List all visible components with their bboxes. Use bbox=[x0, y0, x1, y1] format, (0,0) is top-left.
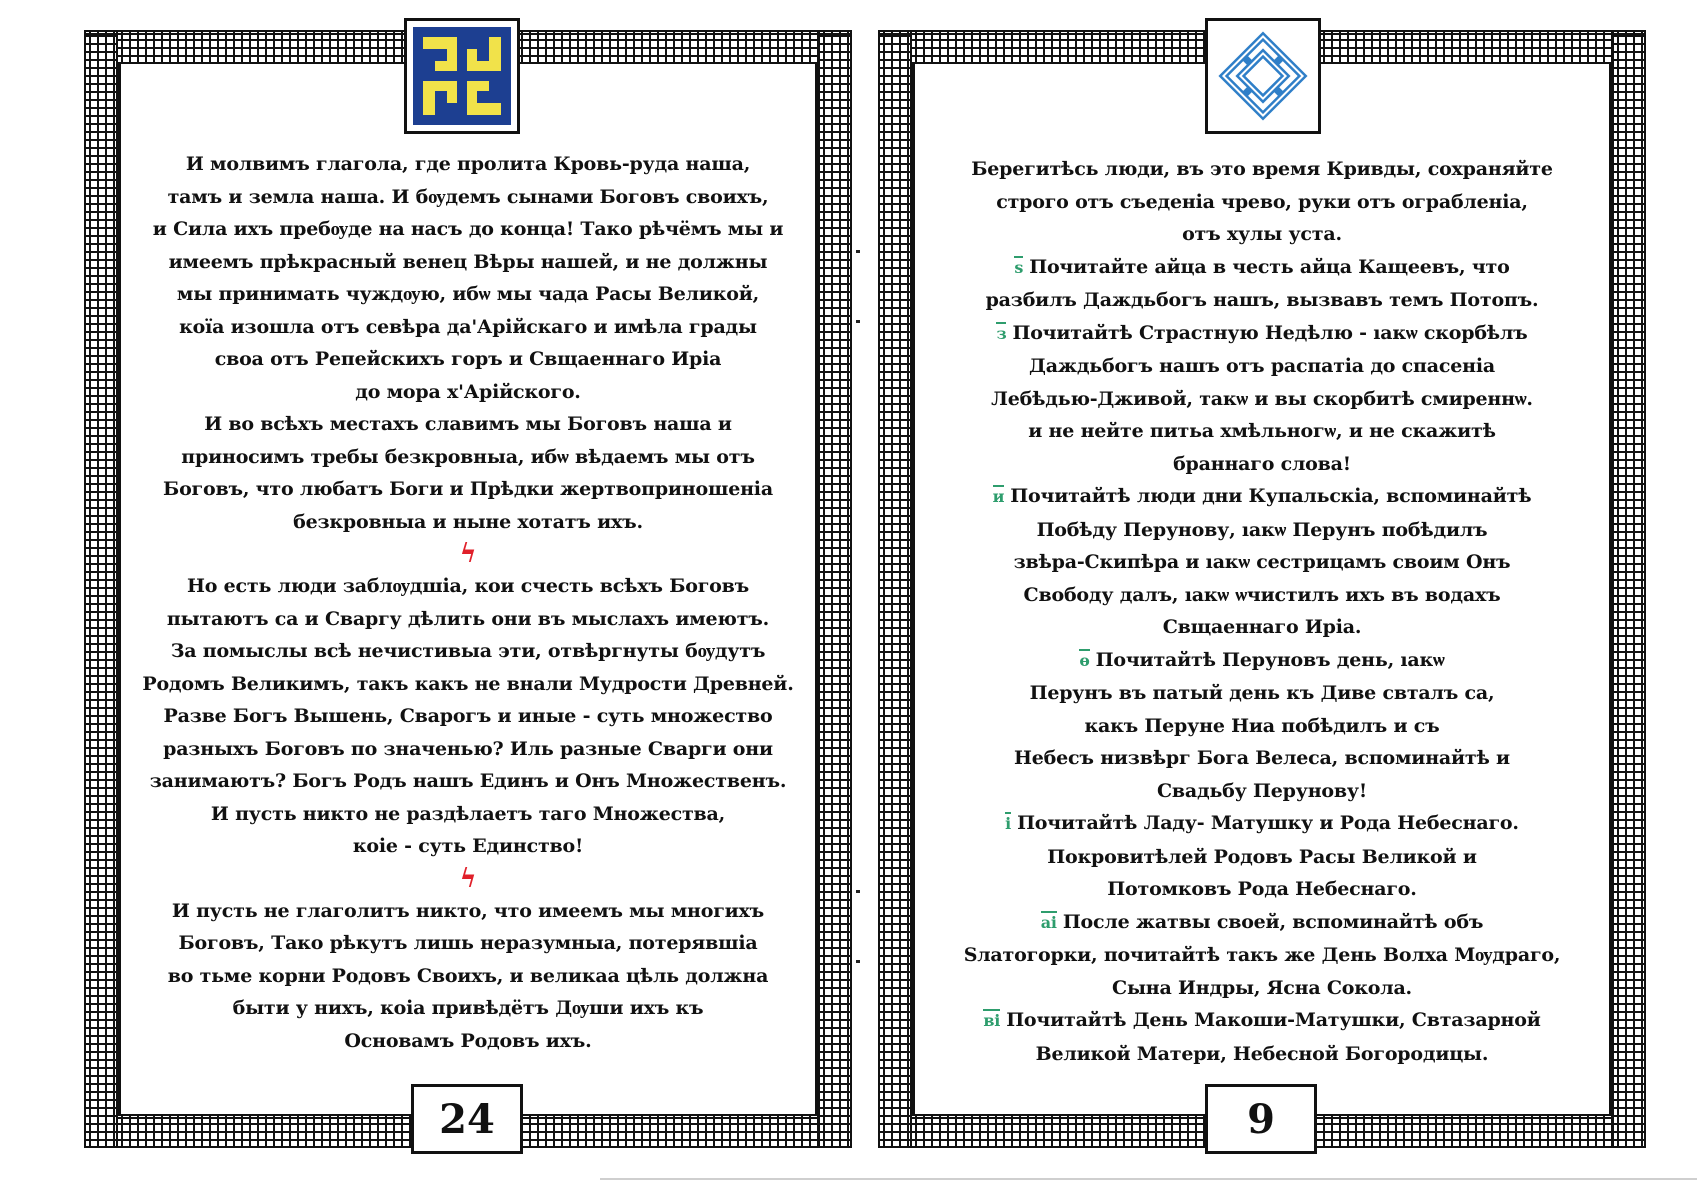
text-line-content: Небесъ низвѣрг Бога Велеса, вспоминайтѣ и bbox=[1014, 747, 1510, 769]
text-line-content: Ѕлатогорки, почитайтѣ такъ же День Волха Мѹдраго, bbox=[963, 944, 1561, 966]
text-line: своа отъ Репейскихъ горъ и Свщаеннаго Иріа bbox=[214, 348, 722, 370]
text-line: тамъ и земла наша. И бѹдемъ сынами Боговъ своихъ, bbox=[167, 185, 769, 208]
right-page-text bbox=[918, 153, 1606, 1070]
text-line-content: Почитайтѣ Ладу- Матушку и Рода Небеснаго. bbox=[1017, 812, 1519, 834]
text-line: пытаютъ са и Сваргу дѣлить они въ мыслахъ имеютъ. bbox=[166, 607, 770, 630]
valkyrie-knot-emblem-icon bbox=[1205, 18, 1321, 134]
text-line: и Сила ихъ пребѹде на насъ до конца! Тако рѣчёмъ мы и bbox=[152, 218, 784, 240]
text-line: коїа изошла отъ севѣра да'Арійскаго и имѣла грады bbox=[179, 315, 757, 338]
text-line: За помыслы всѣ нечистивыа эти, отвѣргнуты бѹдутъ bbox=[170, 640, 766, 662]
text-line-content: Почитайтѣ Страстную Недѣлю - ıакѡ скорбѣлъ bbox=[1012, 321, 1528, 344]
text-line-content: Перунъ въ патый день къ Диве свталъ са, bbox=[1029, 682, 1495, 704]
text-line bbox=[918, 317, 1606, 351]
text-line bbox=[918, 677, 1606, 710]
text-line bbox=[918, 742, 1606, 775]
text-line-content: Даждьбогъ нашъ отъ распатіа до спасеніа bbox=[1029, 355, 1495, 377]
text-line bbox=[918, 906, 1606, 940]
text-line-content: Великой Матери, Небесной Богородицы. bbox=[1035, 1042, 1489, 1065]
text-line bbox=[918, 415, 1606, 448]
text-line bbox=[918, 1004, 1606, 1038]
text-line: И молвимъ глагола, где пролита Кровь-руда наша, bbox=[185, 153, 751, 175]
text-line bbox=[918, 514, 1606, 547]
text-line-content: Почитайтѣ День Макоши-Матушки, Свтазарной bbox=[1006, 1009, 1541, 1031]
text-line: быти у нихъ, коіа привѣдётъ Дѹши ихъ къ bbox=[232, 997, 704, 1019]
text-line: Боговъ, что любатъ Боги и Прѣдки жертвоприношеніа bbox=[163, 478, 773, 500]
text-line bbox=[918, 775, 1606, 808]
text-line bbox=[918, 939, 1606, 972]
text-line: занимаютъ? Богъ Родъ нашъ Единъ и Онъ Множественъ. bbox=[149, 770, 787, 792]
ornamental-border-right bbox=[818, 30, 852, 1148]
text-line bbox=[918, 579, 1606, 612]
text-line: разныхъ Боговъ по значенью? Иль разные Сварги они bbox=[163, 737, 773, 760]
text-line bbox=[918, 710, 1606, 743]
text-line: приносимъ требы безкровныа, ибѡ вѣдаемъ мы отъ bbox=[181, 445, 755, 468]
text-line-content: строго отъ съеденіа чрево, руки отъ ограбленіа, bbox=[996, 190, 1528, 213]
text-line bbox=[918, 841, 1606, 874]
text-line bbox=[918, 448, 1606, 481]
sowilo-rune-divider-icon: ϟ bbox=[459, 863, 477, 894]
text-line-content: звѣра-Скипѣра и ıакѡ сестрицамъ своим Онъ bbox=[1013, 551, 1511, 573]
text-line bbox=[918, 807, 1606, 841]
verse-numeral: ѳ bbox=[1079, 650, 1090, 670]
text-line-content: Потомковъ Рода Небеснаго. bbox=[1107, 878, 1417, 900]
verse-numeral: з bbox=[996, 323, 1007, 343]
text-line-content: Свободу далъ, ıакѡ ѡчистилъ ихъ въ водахъ bbox=[1023, 583, 1501, 606]
text-line: до мора х'Арійского. bbox=[355, 380, 581, 403]
text-line-content: разбилъ Даждьбогъ нашъ, вызвавъ темъ Потопъ. bbox=[985, 289, 1539, 311]
text-line-content: Почитайтѣ Перуновъ день, ıакѡ bbox=[1095, 648, 1445, 671]
page-number: 24 bbox=[411, 1084, 523, 1154]
text-line-content: Почитайте айца в честь айца Кащеевъ, что bbox=[1029, 255, 1510, 278]
scan-edge-line bbox=[600, 1178, 1697, 1180]
gutter-mark bbox=[856, 250, 860, 253]
text-line bbox=[918, 350, 1606, 383]
page-number: 9 bbox=[1205, 1084, 1317, 1154]
text-line-content: отъ хулы уста. bbox=[1182, 223, 1342, 245]
text-line-content: браннаго слова! bbox=[1173, 452, 1351, 475]
text-line: Основамъ Родовъ ихъ. bbox=[344, 1029, 592, 1052]
left-page-text bbox=[124, 148, 812, 1057]
gutter-mark bbox=[856, 890, 860, 893]
text-line bbox=[918, 251, 1606, 285]
text-line-content: После жатвы своей, вспоминайтѣ объ bbox=[1062, 910, 1484, 933]
text-line-content: и не нейте питьа хмѣльногѡ, и не скажитѣ bbox=[1028, 420, 1496, 442]
text-line-content: Свщаеннаго Иріа. bbox=[1162, 616, 1362, 638]
text-line: Разве Богъ Вышень, Сварогъ и иные - суть множество bbox=[163, 705, 773, 727]
swastika-knot-emblem-icon bbox=[404, 18, 520, 134]
verse-numeral: ві bbox=[983, 1011, 1001, 1030]
sowilo-rune-divider-icon: ϟ bbox=[459, 539, 477, 569]
text-line: имеемъ прѣкрасный венец Вѣры нашей, и не должны bbox=[168, 250, 768, 273]
text-line bbox=[918, 972, 1606, 1005]
text-line bbox=[918, 284, 1606, 317]
verse-numeral: і bbox=[1005, 814, 1012, 833]
text-line-content: какъ Перуне Ниа побѣдилъ и съ bbox=[1084, 714, 1440, 737]
verse-numeral: ѕ bbox=[1014, 257, 1024, 277]
text-line: коіе - суть Единство! bbox=[352, 835, 584, 857]
text-line: И пусть не глаголитъ никто, что имеемъ мы многихъ bbox=[171, 899, 765, 922]
text-line bbox=[918, 873, 1606, 906]
verse-numeral: и bbox=[992, 487, 1005, 506]
text-line: Родомъ Великимъ, такъ какъ не внали Мудрости Древней. bbox=[142, 672, 794, 695]
gutter-mark bbox=[856, 320, 860, 323]
text-line: Боговъ, Тако рѣкутъ лишь неразумныа, потерявшіа bbox=[178, 932, 758, 954]
text-line: И во всѣхъ местахъ славимъ мы Боговъ наша и bbox=[204, 413, 732, 435]
text-line bbox=[918, 383, 1606, 416]
text-line-content: Сына Индры, Ясна Сокола. bbox=[1112, 976, 1412, 999]
text-line bbox=[918, 186, 1606, 219]
text-line-content: Побѣду Перунову, ıакѡ Перунъ побѣдилъ bbox=[1036, 518, 1488, 541]
ornamental-border-left bbox=[84, 30, 118, 1148]
text-line bbox=[918, 546, 1606, 579]
text-line: безкровныа и ныне хотатъ ихъ. bbox=[293, 510, 643, 533]
text-line: Но есть люди заблѹдшіа, кои счесть всѣхъ Боговъ bbox=[186, 575, 750, 597]
text-line: во тьме корни Родовъ Своихъ, и великаа цѣль должна bbox=[167, 964, 769, 987]
left-page bbox=[84, 30, 852, 1148]
ornamental-border-right bbox=[1612, 30, 1646, 1148]
text-line bbox=[918, 480, 1606, 514]
text-line: И пусть никто не раздѣлаетъ таго Множества, bbox=[210, 802, 726, 825]
text-line bbox=[918, 644, 1606, 678]
text-line-content: Лебѣдью-Дживой, такѡ и вы скорбитѣ смиреннѡ. bbox=[991, 387, 1533, 410]
text-line-content: Покровитѣлей Родовъ Расы Великой и bbox=[1047, 845, 1477, 868]
text-line: мы принимать чуждѹю, ибѡ мы чада Расы Великой, bbox=[176, 283, 760, 305]
text-line bbox=[918, 611, 1606, 644]
verse-numeral: аі bbox=[1040, 912, 1057, 932]
ornamental-border-left bbox=[878, 30, 912, 1148]
text-line bbox=[918, 153, 1606, 186]
text-line-content: Берегитѣсь люди, въ это время Кривды, сохраняйте bbox=[971, 158, 1553, 180]
right-page bbox=[878, 30, 1646, 1148]
text-line-content: Почитайтѣ люди дни Купальскіа, вспоминайтѣ bbox=[1010, 485, 1532, 507]
gutter-mark bbox=[856, 960, 860, 963]
text-line bbox=[918, 1038, 1606, 1071]
text-line bbox=[918, 218, 1606, 251]
text-line-content: Свадьбу Перунову! bbox=[1156, 779, 1367, 802]
